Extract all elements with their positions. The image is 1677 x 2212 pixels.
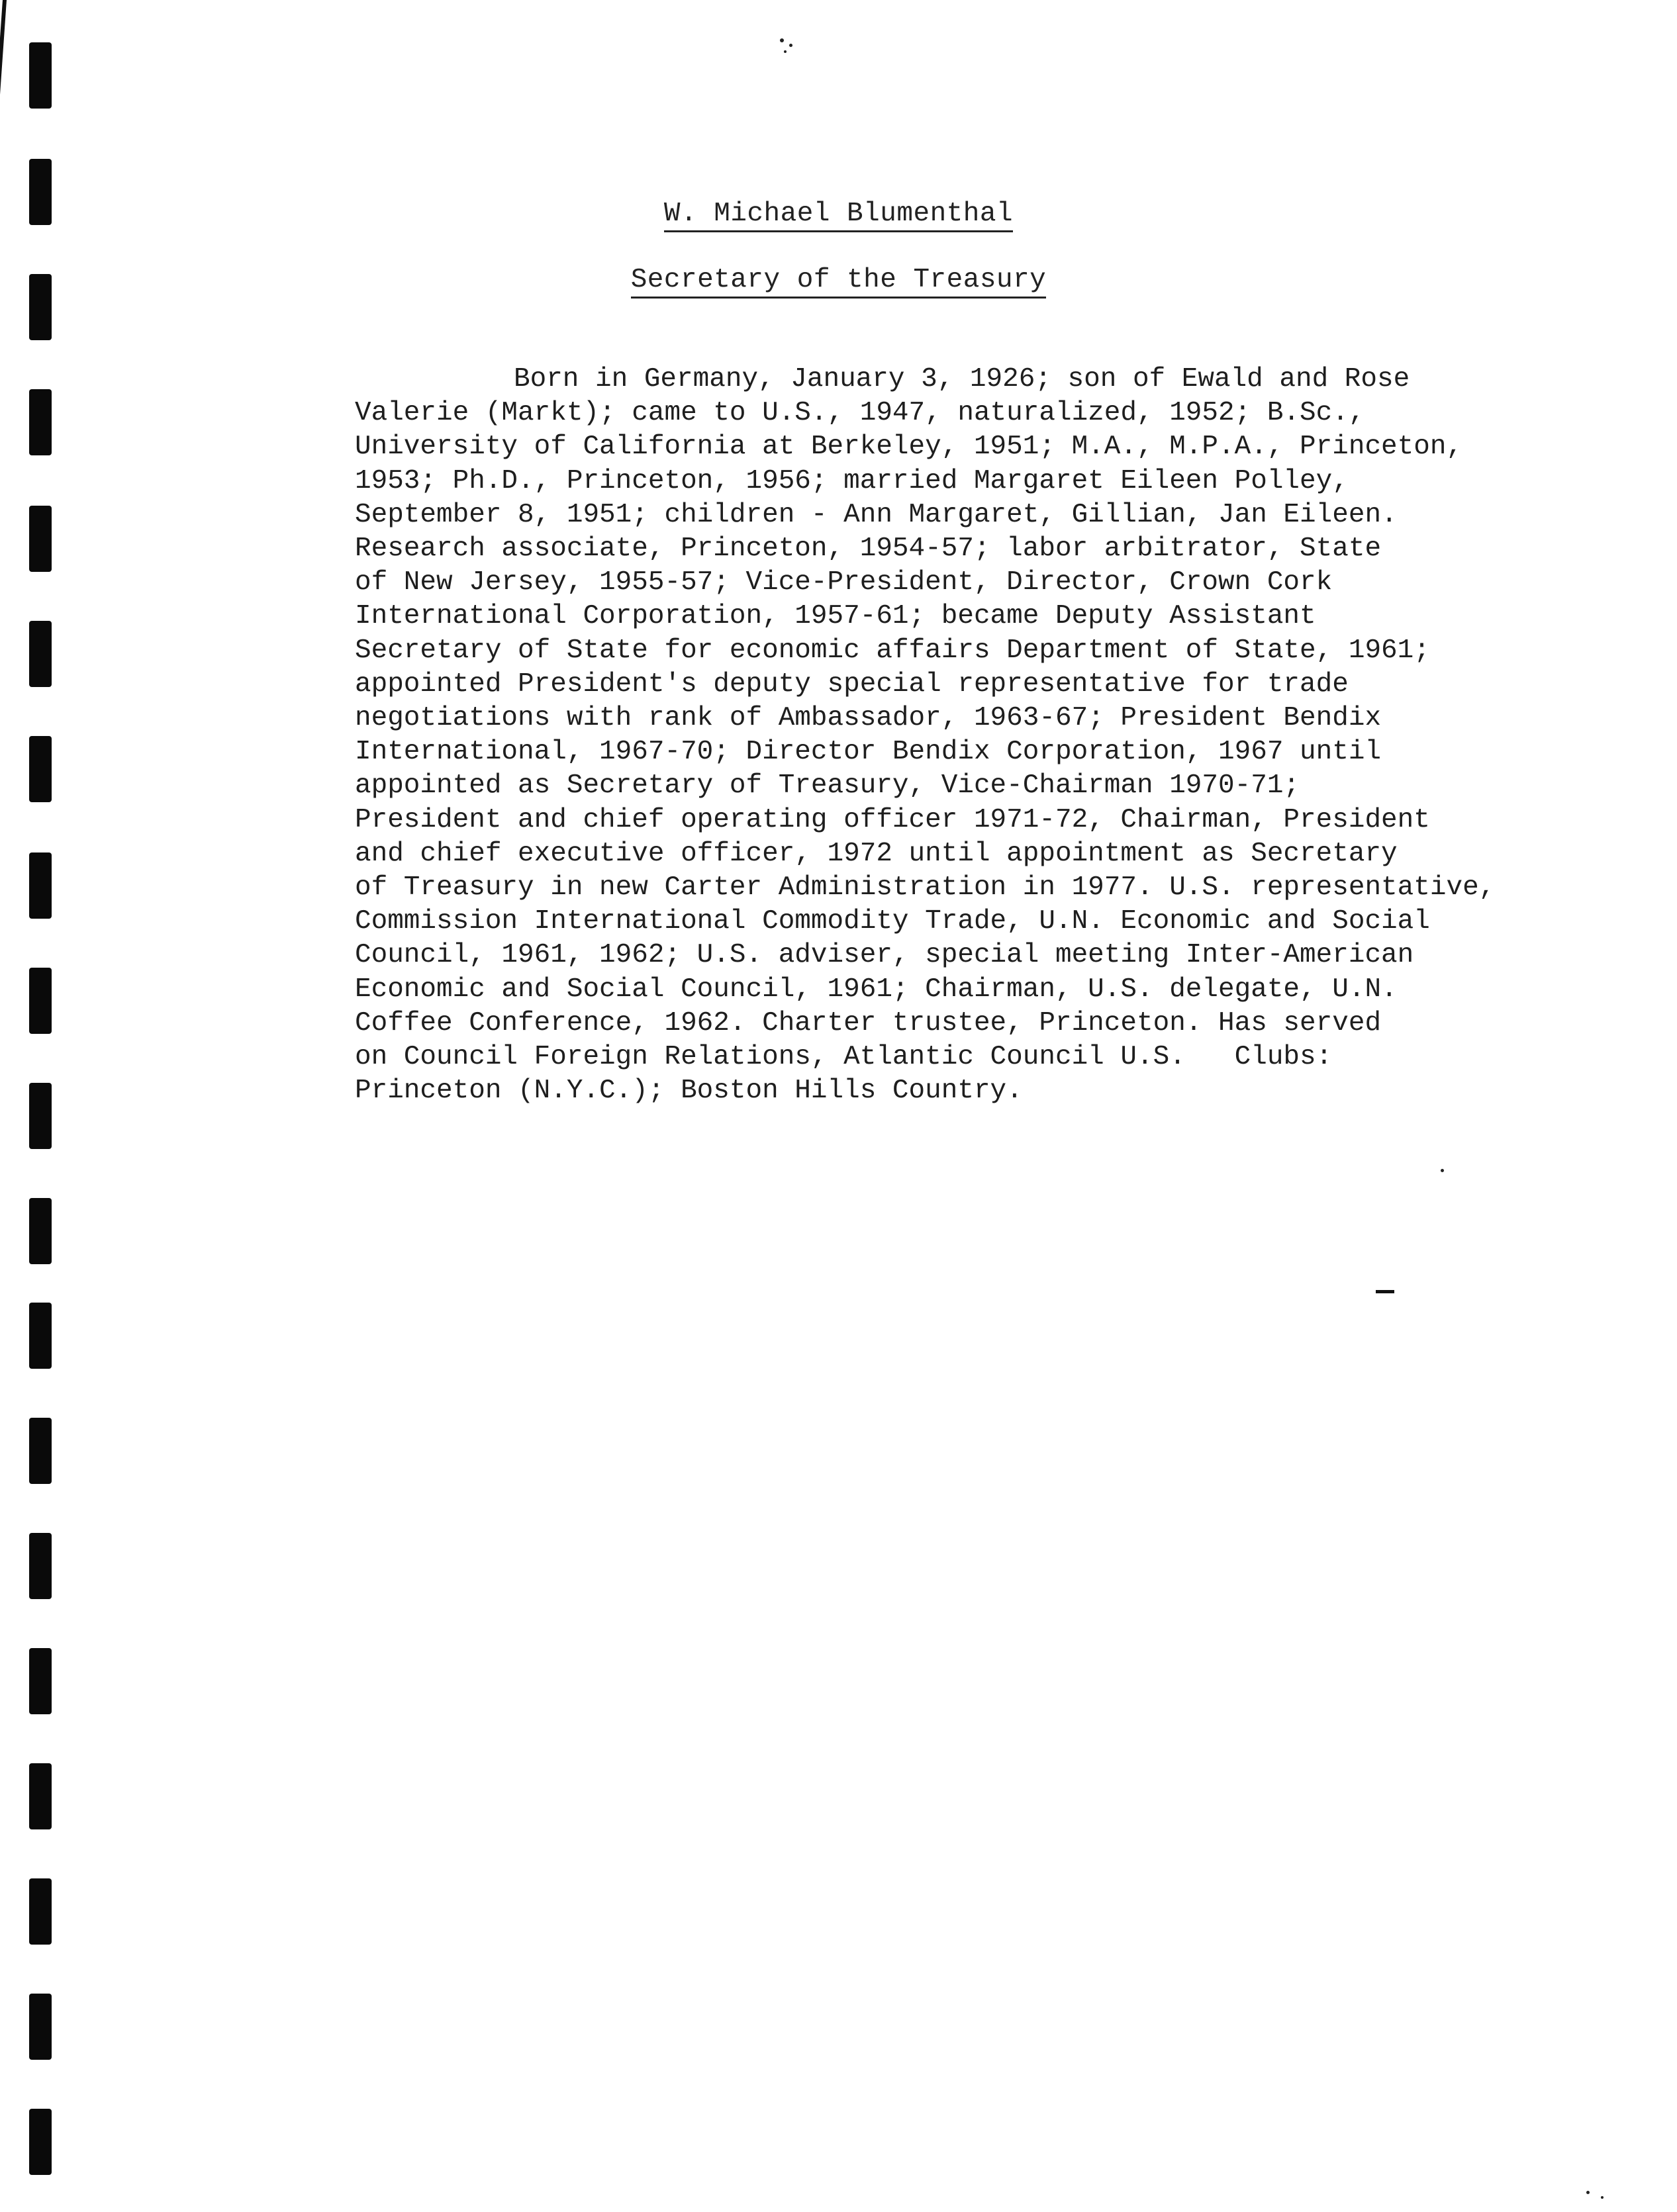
scan-speck [1601, 2196, 1604, 2199]
scan-speck [784, 50, 787, 53]
binder-hole-mark [29, 1878, 52, 1945]
paragraph-line: International Corporation, 1957-61; became Deputy Assistant [355, 601, 1316, 632]
paragraph-line: September 8, 1951; children - Ann Margaret, Gillian, Jan Eileen. [355, 499, 1398, 530]
binder-hole-mark [29, 1994, 52, 2060]
binder-hole-mark [29, 621, 52, 687]
binder-hole-mark [29, 389, 52, 455]
paragraph-line: Council, 1961, 1962; U.S. adviser, special meeting Inter-American [355, 940, 1414, 971]
paragraph-line: Born in Germany, January 3, 1926; son of Ewald and Rose [514, 364, 1410, 394]
binder-hole-mark [29, 1763, 52, 1829]
binder-hole-mark [29, 736, 52, 802]
paragraph-line: appointed as Secretary of Treasury, Vice-Chairman 1970-71; [355, 770, 1300, 802]
scan-speck [1441, 1169, 1444, 1172]
paragraph-line: 1953; Ph.D., Princeton, 1956; married Margaret Eileen Polley, [355, 465, 1349, 496]
biography-paragraph [355, 363, 1613, 1108]
paragraph-line: University of California at Berkeley, 1951; M.A., M.P.A., Princeton, [355, 432, 1463, 463]
binder-hole-mark [29, 1418, 52, 1484]
paragraph-line: Coffee Conference, 1962. Charter trustee, Princeton. Has served [355, 1007, 1382, 1038]
binder-hole-mark [29, 42, 52, 109]
paragraph-line: Research associate, Princeton, 1954-57; labor arbitrator, State [355, 533, 1382, 565]
binder-hole-mark [29, 2109, 52, 2175]
paragraph-line: Commission International Commodity Trade, U.N. Economic and Social [355, 906, 1430, 937]
document-subtitle [0, 265, 1677, 295]
scan-speck [780, 38, 784, 42]
binder-hole-mark [29, 968, 52, 1034]
document-title [0, 199, 1677, 229]
page-edge-line [0, 0, 7, 126]
paragraph-line: President and chief operating officer 1971-72, Chairman, President [355, 804, 1430, 835]
scan-speck [1586, 2191, 1590, 2194]
binder-hole-mark [29, 1533, 52, 1599]
paragraph-line: Economic and Social Council, 1961; Chairman, U.S. delegate, U.N. [355, 974, 1398, 1005]
paragraph-line: Valerie (Markt); came to U.S., 1947, naturalized, 1952; B.Sc., [355, 398, 1365, 429]
paragraph-line: negotiations with rank of Ambassador, 1963-67; President Bendix [355, 703, 1382, 734]
binder-hole-mark [29, 506, 52, 572]
paragraph-line: International, 1967-70; Director Bendix Corporation, 1967 until [355, 737, 1382, 768]
document-subtitle-text: Secretary of the Treasury [631, 265, 1047, 299]
paragraph-line: Princeton (N.Y.C.); Boston Hills Country. [355, 1076, 1023, 1107]
binder-hole-mark [29, 853, 52, 919]
scan-speck [789, 44, 792, 47]
paragraph-line: on Council Foreign Relations, Atlantic Council U.S. Clubs: [355, 1042, 1333, 1073]
paragraph-line: and chief executive officer, 1972 until appointment as Secretary [355, 838, 1398, 869]
document-title-text: W. Michael Blumenthal [664, 199, 1013, 232]
binder-hole-mark [29, 1303, 52, 1369]
paragraph-line: of New Jersey, 1955-57; Vice-President, Director, Crown Cork [355, 567, 1333, 598]
scan-dash-mark [1376, 1290, 1394, 1293]
binder-hole-mark [29, 1648, 52, 1714]
paragraph-line: of Treasury in new Carter Administration in 1977. U.S. representative, [355, 872, 1496, 903]
paragraph-line: appointed President's deputy special representative for trade [355, 668, 1349, 700]
paragraph-line: Secretary of State for economic affairs Department of State, 1961; [355, 635, 1430, 666]
binder-hole-mark [29, 1198, 52, 1264]
binder-hole-mark [29, 1083, 52, 1149]
